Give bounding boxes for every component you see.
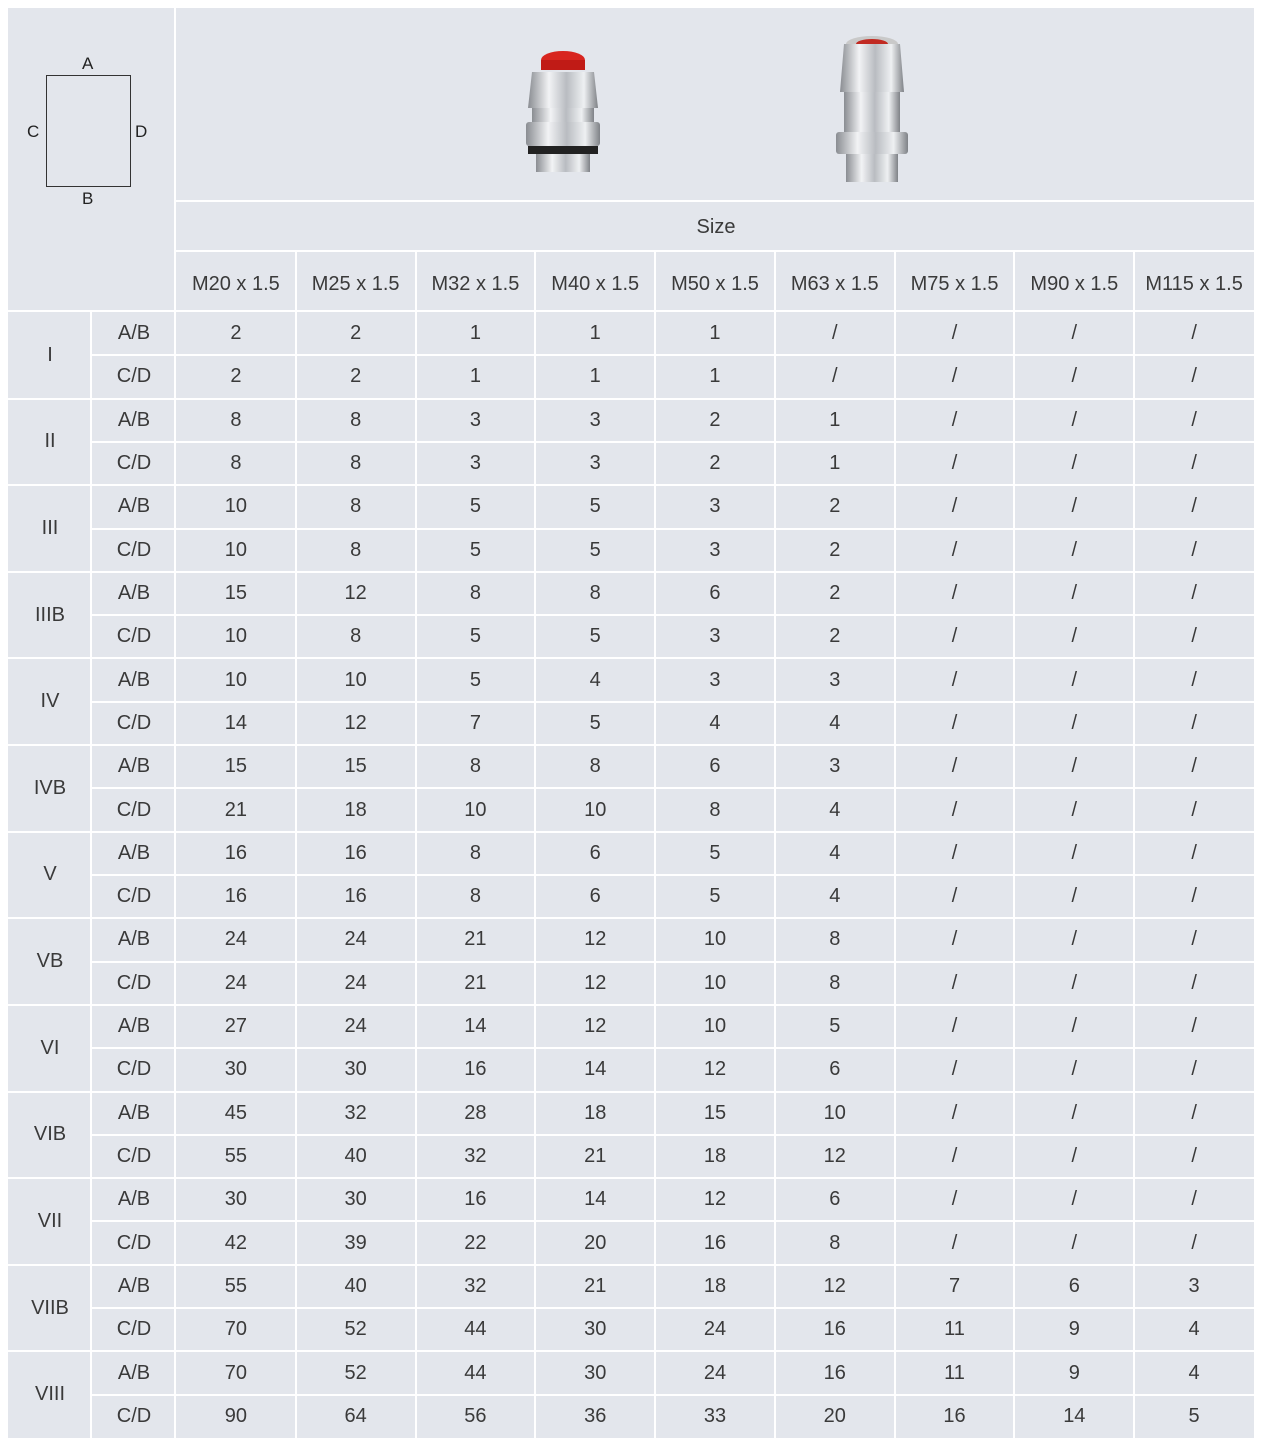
table-cell: 4 — [829, 841, 841, 864]
table-cell: 10 — [224, 668, 247, 691]
column-header: M32 x 1.5 — [431, 272, 520, 295]
group-label: VI — [40, 1036, 60, 1059]
table-cell: 15 — [344, 755, 367, 778]
table-cell: 8 — [350, 452, 362, 475]
table-cell: 2 — [230, 365, 242, 388]
table-cell: 3 — [709, 495, 721, 518]
table-cell: 9 — [1068, 1361, 1080, 1384]
table-cell: / — [1071, 365, 1078, 388]
table-cell: / — [951, 365, 958, 388]
table-cell: / — [1071, 885, 1078, 908]
table-cell: 8 — [230, 452, 242, 475]
table-cell: 24 — [344, 1015, 367, 1038]
table-cell: 20 — [584, 1231, 607, 1254]
face-label: A/B — [117, 841, 151, 864]
table-cell: 12 — [703, 1188, 727, 1211]
table-cell: 3 — [589, 452, 601, 475]
table-cell: 24 — [224, 928, 247, 951]
table-cell: / — [951, 1058, 958, 1081]
table-cell: / — [1191, 798, 1197, 821]
table-cell: / — [1191, 928, 1197, 951]
table-cell: 6 — [589, 885, 601, 908]
cable-gland-red-cap-image — [518, 46, 608, 174]
table-cell: / — [1191, 625, 1197, 648]
table-cell: 6 — [1068, 1274, 1080, 1297]
face-label: C/D — [116, 452, 152, 475]
face-label-d: D — [135, 122, 148, 141]
table-cell: / — [1191, 581, 1197, 604]
face-label: A/B — [117, 322, 151, 345]
table-cell: 12 — [584, 928, 607, 951]
table-cell: 16 — [823, 1361, 846, 1384]
table-cell: 52 — [344, 1318, 367, 1341]
table-cell: / — [1071, 711, 1078, 734]
table-cell: / — [1071, 1188, 1078, 1211]
table-cell: 12 — [584, 1015, 607, 1038]
group-label: IIIB — [34, 603, 65, 626]
table-cell: 10 — [464, 798, 487, 821]
table-cell: 45 — [224, 1101, 247, 1124]
table-cell: 8 — [230, 408, 242, 431]
table-cell: 32 — [464, 1274, 487, 1297]
table-cell: 11 — [944, 1361, 965, 1384]
table-cell: 10 — [224, 538, 247, 561]
table-cell: 18 — [584, 1101, 607, 1124]
table-cell: / — [1191, 495, 1197, 518]
cable-gland-open-image — [826, 34, 918, 186]
table-cell: 5 — [709, 841, 721, 864]
table-cell: 5 — [469, 668, 481, 691]
table-cell: / — [951, 668, 958, 691]
table-cell: 5 — [589, 538, 601, 561]
table-cell: / — [1191, 1188, 1197, 1211]
group-label: VIB — [33, 1123, 67, 1146]
table-cell: / — [1071, 452, 1078, 475]
table-cell: / — [831, 322, 838, 345]
table-cell: 21 — [584, 1144, 607, 1167]
table-cell: 10 — [224, 495, 247, 518]
table-cell: / — [1071, 625, 1078, 648]
table-cell: 8 — [469, 755, 481, 778]
table-cell: / — [1191, 1144, 1197, 1167]
table-cell: 24 — [224, 971, 247, 994]
table-cell: / — [1191, 668, 1197, 691]
table-cell: 42 — [224, 1231, 247, 1254]
table-cell: 21 — [224, 798, 247, 821]
table-cell: 4 — [829, 885, 841, 908]
face-label: C/D — [116, 971, 152, 994]
group-label: IVB — [33, 776, 67, 799]
table-cell: / — [951, 495, 958, 518]
table-cell: 21 — [464, 971, 487, 994]
table-cell: 3 — [469, 452, 481, 475]
table-cell: / — [1071, 755, 1078, 778]
table-cell: 18 — [703, 1274, 727, 1297]
column-header: M63 x 1.5 — [790, 272, 879, 295]
table-cell: 3 — [829, 755, 841, 778]
table-cell: 15 — [224, 755, 247, 778]
table-cell: 27 — [224, 1015, 247, 1038]
table-cell: / — [1071, 1101, 1078, 1124]
table-cell: 20 — [823, 1404, 846, 1427]
table-cell: 56 — [464, 1404, 487, 1427]
table-cell: 4 — [829, 798, 841, 821]
table-cell: / — [1071, 581, 1078, 604]
table-cell: 90 — [224, 1404, 247, 1427]
face-label: C/D — [116, 1144, 152, 1167]
table-cell: / — [1071, 408, 1078, 431]
table-cell: 2 — [350, 365, 362, 388]
group-label: VIIB — [31, 1296, 69, 1319]
table-cell: 5 — [1188, 1404, 1200, 1427]
group-label: IV — [40, 690, 60, 713]
table-cell: 24 — [344, 971, 367, 994]
face-label: C/D — [116, 1404, 152, 1427]
table-cell: / — [951, 885, 958, 908]
table-cell: 30 — [584, 1361, 607, 1384]
table-cell: 14 — [584, 1058, 607, 1081]
table-cell: / — [1071, 495, 1078, 518]
table-cell: 10 — [703, 971, 727, 994]
table-cell: 8 — [469, 581, 481, 604]
table-cell: / — [951, 1144, 958, 1167]
face-label: A/B — [117, 1101, 151, 1124]
table-cell: / — [951, 798, 958, 821]
table-cell: 14 — [224, 711, 247, 734]
table-cell: 4 — [589, 668, 601, 691]
table-cell: 64 — [344, 1404, 367, 1427]
table-cell: 2 — [829, 581, 841, 604]
group-label: I — [47, 343, 53, 366]
table-cell: 8 — [469, 885, 481, 908]
table-cell: / — [951, 408, 958, 431]
group-label: VIII — [34, 1383, 65, 1406]
table-cell: 55 — [224, 1144, 247, 1167]
table-cell: 2 — [829, 538, 841, 561]
table-cell: 24 — [703, 1361, 727, 1384]
table-cell: 30 — [224, 1058, 247, 1081]
table-cell: 24 — [344, 928, 367, 951]
table-cell: / — [1191, 1015, 1197, 1038]
table-cell: 2 — [829, 495, 841, 518]
face-label: C/D — [116, 885, 152, 908]
face-label: A/B — [117, 495, 151, 518]
face-label: A/B — [117, 408, 151, 431]
table-cell: / — [1071, 1144, 1078, 1167]
table-cell: / — [1071, 928, 1078, 951]
table-cell: 32 — [344, 1101, 367, 1124]
table-cell: 2 — [350, 322, 362, 345]
table-cell: / — [1191, 971, 1197, 994]
table-cell: 12 — [584, 971, 607, 994]
table-cell: 5 — [589, 495, 601, 518]
table-cell: 30 — [344, 1188, 367, 1211]
table-cell: / — [1191, 755, 1197, 778]
table-cell: / — [1191, 365, 1197, 388]
table-cell: / — [951, 928, 958, 951]
table-cell: 1 — [589, 322, 601, 345]
table-cell: 16 — [464, 1058, 487, 1081]
table-cell: / — [951, 625, 958, 648]
table-cell: 8 — [350, 538, 362, 561]
face-label: C/D — [116, 625, 152, 648]
table-cell: 16 — [703, 1231, 727, 1254]
group-label: II — [44, 430, 56, 453]
table-cell: 2 — [709, 452, 721, 475]
table-cell: 5 — [469, 495, 481, 518]
table-cell: / — [951, 452, 958, 475]
table-cell: 52 — [344, 1361, 367, 1384]
table-cell: / — [1071, 1231, 1078, 1254]
table-cell: 6 — [709, 755, 721, 778]
table-cell: 14 — [1063, 1404, 1086, 1427]
group-label: V — [43, 863, 57, 886]
face-label: C/D — [116, 365, 152, 388]
table-cell: 10 — [224, 625, 247, 648]
table-cell: 12 — [344, 581, 367, 604]
table-cell: 2 — [230, 322, 242, 345]
table-cell: / — [1071, 668, 1078, 691]
face-label: C/D — [116, 798, 152, 821]
table-cell: 8 — [350, 625, 362, 648]
table-cell: 5 — [589, 625, 601, 648]
table-cell: 28 — [464, 1101, 487, 1124]
table-cell: 6 — [589, 841, 601, 864]
face-label: A/B — [117, 1361, 151, 1384]
face-label: A/B — [117, 1274, 151, 1297]
table-cell: 16 — [224, 841, 247, 864]
table-cell: 3 — [469, 408, 481, 431]
table-cell: 8 — [829, 971, 841, 994]
table-cell: 2 — [829, 625, 841, 648]
enclosure-outline — [46, 75, 131, 187]
table-cell: / — [1071, 1015, 1078, 1038]
table-cell: 8 — [829, 928, 841, 951]
group-label: III — [41, 517, 59, 540]
table-cell: 11 — [944, 1318, 965, 1341]
table-cell: 32 — [464, 1144, 487, 1167]
face-label: C/D — [116, 711, 152, 734]
table-cell: / — [1191, 452, 1197, 475]
face-label-c: C — [27, 122, 40, 141]
table-cell: 4 — [1188, 1318, 1200, 1341]
table-cell: 44 — [464, 1318, 487, 1341]
table-cell: 1 — [469, 322, 481, 345]
face-label-a: A — [82, 54, 94, 73]
table-cell: / — [1071, 971, 1078, 994]
face-label: C/D — [116, 1318, 152, 1341]
table-cell: 10 — [584, 798, 607, 821]
table-cell: 44 — [464, 1361, 487, 1384]
table-cell: 4 — [829, 711, 841, 734]
table-cell: / — [951, 581, 958, 604]
table-cell: 8 — [469, 841, 481, 864]
table-cell: / — [951, 1015, 958, 1038]
face-label: C/D — [116, 538, 152, 561]
table-cell: / — [1191, 1101, 1197, 1124]
table-cell: 8 — [709, 798, 721, 821]
table-cell: 70 — [224, 1318, 247, 1341]
table-cell: 16 — [464, 1188, 487, 1211]
table-cell: 6 — [829, 1058, 841, 1081]
table-cell: 7 — [948, 1274, 961, 1297]
table-cell: / — [951, 971, 958, 994]
table-cell: / — [1071, 322, 1078, 345]
table-cell: 16 — [344, 841, 367, 864]
table-cell: 8 — [589, 581, 601, 604]
table-cell: 3 — [709, 625, 721, 648]
table-cell: 10 — [344, 668, 367, 691]
table-cell: 1 — [709, 365, 721, 388]
table-cell: 39 — [344, 1231, 367, 1254]
table-cell: / — [1191, 408, 1197, 431]
face-label: A/B — [117, 1015, 151, 1038]
face-label: A/B — [117, 581, 151, 604]
table-cell: 30 — [344, 1058, 367, 1081]
table-cell: 5 — [469, 538, 481, 561]
face-label: C/D — [116, 1058, 152, 1081]
table-cell: / — [951, 1231, 958, 1254]
table-cell: 9 — [1068, 1318, 1080, 1341]
table-cell: / — [1071, 1058, 1078, 1081]
table-cell: 22 — [464, 1231, 487, 1254]
table-cell: 55 — [224, 1274, 247, 1297]
table-cell: 5 — [469, 625, 481, 648]
table-cell: 3 — [1188, 1274, 1200, 1297]
table-cell: 12 — [823, 1144, 846, 1167]
table-cell: 8 — [589, 755, 601, 778]
table-cell: / — [951, 1101, 958, 1124]
table-cell: 12 — [703, 1058, 727, 1081]
table-cell: 1 — [829, 408, 841, 431]
table-cell: 16 — [344, 885, 367, 908]
face-label: A/B — [117, 1188, 151, 1211]
table-cell: 6 — [829, 1188, 841, 1211]
table-cell: 30 — [584, 1318, 607, 1341]
table-cell: 5 — [589, 711, 601, 734]
group-label: VB — [36, 950, 64, 973]
group-label: VII — [37, 1209, 63, 1232]
table-cell: 3 — [709, 668, 721, 691]
table-cell: 10 — [823, 1101, 846, 1124]
table-cell: / — [1071, 538, 1078, 561]
table-cell: 15 — [224, 581, 247, 604]
table-cell: 18 — [703, 1144, 727, 1167]
column-header: M40 x 1.5 — [551, 272, 640, 295]
face-label: A/B — [117, 668, 151, 691]
table-cell: / — [1071, 798, 1078, 821]
column-header: M50 x 1.5 — [671, 272, 759, 295]
table-cell: 1 — [829, 452, 841, 475]
face-label: A/B — [117, 755, 151, 778]
table-cell: 70 — [224, 1361, 247, 1384]
column-header: M90 x 1.5 — [1030, 272, 1119, 295]
table-cell: 3 — [829, 668, 841, 691]
table-cell: / — [1191, 711, 1197, 734]
column-header: M115 x 1.5 — [1145, 272, 1243, 295]
table-cell: 30 — [224, 1188, 247, 1211]
table-cell: / — [1191, 1231, 1197, 1254]
table-cell: 1 — [469, 365, 481, 388]
table-cell: / — [951, 322, 958, 345]
table-cell: 36 — [584, 1404, 607, 1427]
table-cell: 4 — [709, 711, 721, 734]
table-cell: 24 — [703, 1318, 727, 1341]
table-cell: 12 — [344, 711, 367, 734]
table-cell: 12 — [823, 1274, 846, 1297]
table-cell: 10 — [703, 928, 727, 951]
table-cell: 40 — [344, 1144, 367, 1167]
face-label: A/B — [117, 928, 151, 951]
size-header: Size — [696, 215, 736, 238]
table-cell: / — [1191, 538, 1197, 561]
table-cell: 3 — [709, 538, 721, 561]
table-cell: 16 — [823, 1318, 846, 1341]
table-cell: / — [1191, 885, 1197, 908]
table-cell: 15 — [703, 1101, 727, 1124]
table-cell: 1 — [709, 322, 721, 345]
table-cell: / — [1191, 1058, 1197, 1081]
table-cell: / — [1191, 841, 1197, 864]
table-cell: 7 — [469, 711, 481, 734]
table-cell: / — [831, 365, 838, 388]
table-cell: 5 — [829, 1015, 841, 1038]
table-cell: 8 — [350, 495, 362, 518]
table-cell: 5 — [709, 885, 721, 908]
table-cell: 40 — [344, 1274, 367, 1297]
column-header: M25 x 1.5 — [311, 272, 400, 295]
table-cell: 1 — [589, 365, 601, 388]
table-cell: 8 — [350, 408, 362, 431]
table-cell: 3 — [589, 408, 601, 431]
table-cell: 16 — [943, 1404, 966, 1427]
table-cell: 21 — [464, 928, 487, 951]
table-cell: 2 — [709, 408, 721, 431]
table-cell: 14 — [464, 1015, 487, 1038]
table-cell: 33 — [703, 1404, 727, 1427]
column-header: M75 x 1.5 — [910, 272, 999, 295]
table-cell: 21 — [584, 1274, 607, 1297]
table-cell: / — [951, 538, 958, 561]
table-cell: / — [951, 755, 958, 778]
table-cell: / — [1191, 322, 1197, 345]
face-label: C/D — [116, 1231, 152, 1254]
table-cell: 16 — [224, 885, 247, 908]
table-cell: / — [951, 841, 958, 864]
table-cell: 18 — [344, 798, 367, 821]
table-cell: / — [1071, 841, 1078, 864]
table-cell: 14 — [584, 1188, 607, 1211]
table-cell: 8 — [829, 1231, 841, 1254]
face-label-b: B — [82, 189, 94, 208]
table-cell: 4 — [1188, 1361, 1200, 1384]
table-cell: / — [951, 711, 958, 734]
table-cell: 6 — [709, 581, 721, 604]
table-cell: / — [951, 1188, 958, 1211]
capacity-table — [8, 8, 1254, 1438]
column-header: M20 x 1.5 — [191, 272, 280, 295]
table-cell: 10 — [703, 1015, 727, 1038]
